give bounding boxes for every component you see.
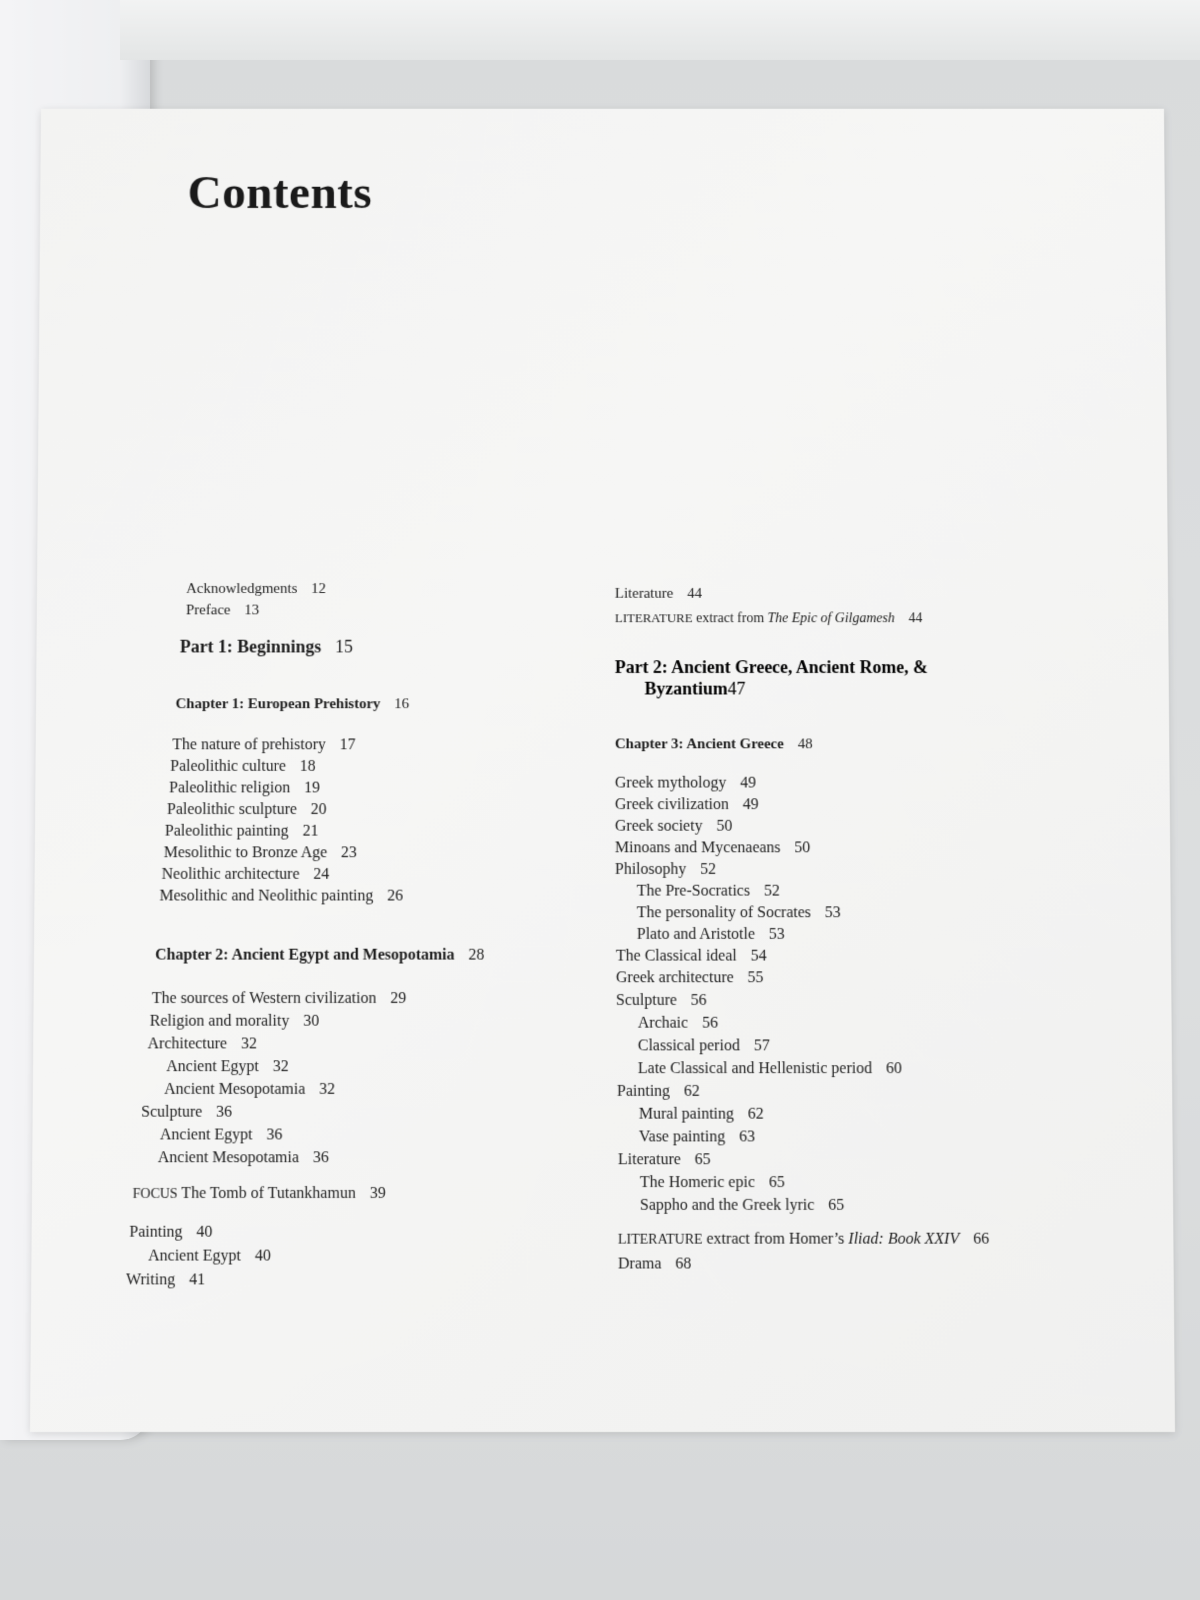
- toc-entry: Neolithic architecture 24: [161, 866, 330, 883]
- toc-entry: Paleolithic sculpture 20: [166, 801, 327, 818]
- toc-entry: The Pre-Socratics 52: [636, 882, 780, 900]
- toc-entry: Mural painting 62: [638, 1105, 764, 1123]
- toc-entry: Paleolithic culture 18: [170, 758, 316, 775]
- toc-entry: Greek architecture 55: [615, 969, 764, 987]
- toc-entry: Painting 40: [129, 1223, 213, 1241]
- toc-entry: Mesolithic to Bronze Age 23: [163, 844, 357, 862]
- toc-entry: The nature of prehistory 17: [172, 736, 356, 754]
- chapter-heading: Chapter 3: Ancient Greece 48: [614, 736, 813, 753]
- literature-entry: LITERATURE extract from Homer’s Iliad: Book XXIV 66: [617, 1230, 990, 1248]
- toc-entry: Ancient Mesopotamia 36: [157, 1149, 329, 1167]
- toc-entry: Ancient Egypt 32: [166, 1058, 289, 1076]
- toc-entry: Mesolithic and Neolithic painting 26: [159, 887, 404, 905]
- toc-entry: Late Classical and Hellenistic period 60: [637, 1060, 902, 1078]
- page-shadow: [120, 0, 1200, 60]
- contents-page: [30, 109, 1175, 1432]
- toc-entry: Philosophy 52: [614, 861, 717, 878]
- toc-entry: Plato and Aristotle 53: [636, 926, 785, 943]
- toc-entry: Vase painting 63: [638, 1128, 756, 1146]
- toc-entry: Greek society 50: [614, 817, 733, 835]
- chapter-heading: Chapter 2: Ancient Egypt and Mesopotamia 28: [155, 946, 485, 964]
- chapter-heading: Chapter 1: European Prehistory 16: [175, 696, 410, 713]
- toc-entry: Ancient Egypt 40: [148, 1247, 271, 1265]
- chapter3-section-list: [615, 773, 1133, 1217]
- toc-entry: Acknowledgments 12: [186, 581, 326, 597]
- toc-entry: Minoans and Mycenaeans 50: [614, 839, 811, 857]
- chapter1-section-list: [129, 735, 586, 908]
- toc-entry: Classical period 57: [637, 1037, 770, 1055]
- toc-entry: Preface 13: [185, 602, 260, 619]
- part-heading: Part 2: Ancient Greece, Ancient Rome, & Byzantium47: [614, 657, 928, 699]
- toc-entry: Sculpture 36: [141, 1103, 233, 1121]
- toc-entry: Writing 41: [125, 1271, 206, 1289]
- toc-entry: Sappho and the Greek lyric 65: [639, 1196, 845, 1214]
- toc-entry: The sources of Western civilization 29: [151, 990, 407, 1007]
- chapter2-more-list: [126, 1222, 585, 1292]
- toc-entry: Ancient Mesopotamia 32: [164, 1081, 336, 1098]
- left-column: [126, 578, 585, 1291]
- toc-entry: Ancient Egypt 36: [159, 1126, 283, 1144]
- toc-entry: Greek mythology 49: [614, 774, 756, 792]
- toc-entry: Greek civilization 49: [614, 796, 759, 814]
- toc-entry: Sculpture 56: [615, 992, 707, 1009]
- toc-entry: Architecture 32: [147, 1035, 257, 1053]
- part-heading: Part 1: Beginnings 15: [179, 636, 353, 657]
- right-column: [615, 583, 1134, 1275]
- page-title: Contents: [187, 167, 373, 219]
- focus-entry: FOCUS The Tomb of Tutankhamun 39: [132, 1185, 386, 1202]
- toc-entry: Paleolithic religion 19: [169, 779, 320, 797]
- chapter2-section-list: [127, 988, 585, 1169]
- toc-entry: Literature 44: [614, 586, 702, 602]
- toc-entry: The Classical ideal 54: [615, 947, 767, 965]
- toc-entry: Painting 62: [616, 1082, 700, 1100]
- toc-entry: Literature 65: [617, 1151, 711, 1169]
- literature-entry: LITERATURE extract from The Epic of Gilgamesh 44: [614, 610, 923, 627]
- toc-entry: Paleolithic painting 21: [164, 822, 319, 840]
- toc-entry: The personality of Socrates 53: [636, 904, 841, 922]
- toc-entry: Archaic 56: [637, 1014, 718, 1032]
- toc-entry: The Homeric epic 65: [639, 1174, 785, 1191]
- toc-entry: Religion and morality 30: [149, 1012, 320, 1030]
- toc-entry: Drama 68: [617, 1255, 692, 1273]
